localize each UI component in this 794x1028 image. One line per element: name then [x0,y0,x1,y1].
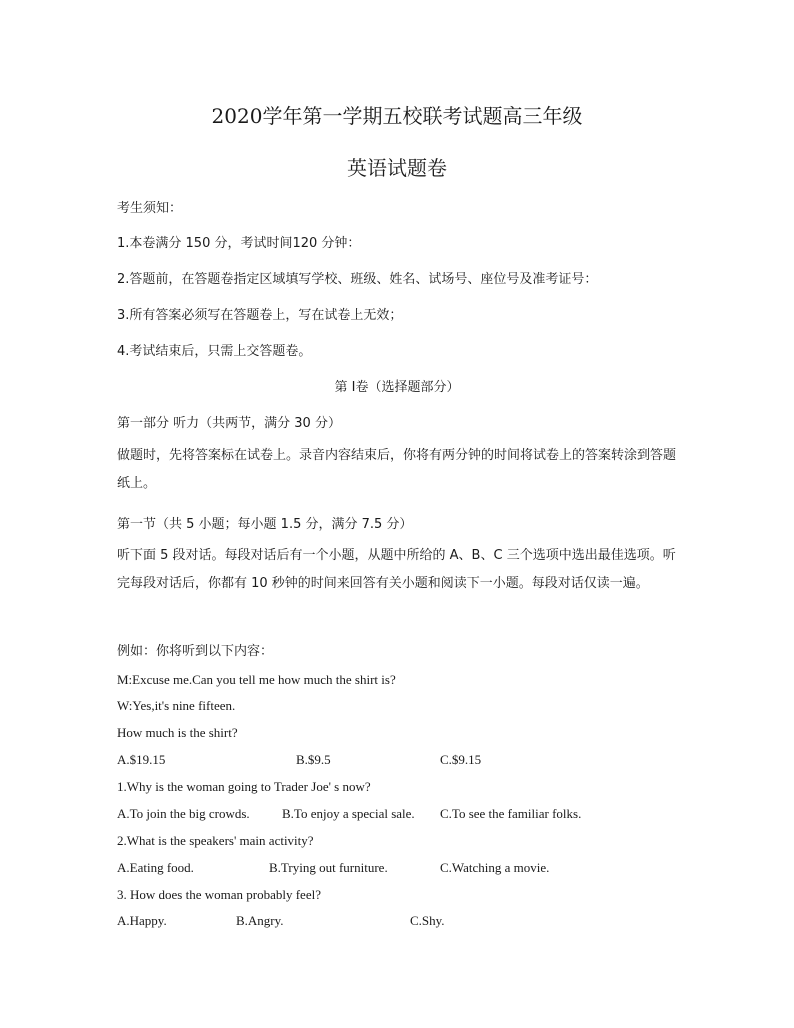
exam-title: 2020学年第一学期五校联考试题高三年级 [211,104,583,128]
question-2-option-a: A.Eating food. [117,860,194,875]
notice-heading: 考生须知： [117,201,183,216]
volume-heading: 第 I卷（选择题部分） [334,380,460,395]
example-question: How much is the shirt? [117,725,238,740]
question-2-stem: 2.What is the speakers' main activity? [117,833,314,848]
question-2-option-c: C.Watching a movie. [440,860,550,875]
example-dialogue-line-1: M:Excuse me.Can you tell me how much the shirt is? [117,672,396,687]
question-2-option-b: B.Trying out furniture. [269,860,388,875]
notice-item-1: 1.本卷满分 150 分，考试时间120 分钟： [117,236,361,251]
part1-instruction: 做题时，先将答案标在试卷上。录音内容结束后，你将有两分钟的时间将试卷上的答案转涂到答题纸上。 [117,448,677,491]
notice-item-4: 4.考试结束后，只需上交答题卷。 [117,344,312,359]
question-1-option-b: B.To enjoy a special sale. [282,806,415,821]
example-option-b: B.$9.5 [296,752,331,767]
notice-item-2: 2.答题前，在答题卷指定区域填写学校、班级、姓名、试场号、座位号及准考证号： [117,272,598,287]
question-3-option-a: A.Happy. [117,913,167,928]
example-option-c: C.$9.15 [440,752,482,767]
question-1-option-a: A.To join the big crowds. [117,806,250,821]
example-label: 例如：你将听到以下内容： [117,644,274,659]
question-1-option-c: C.To see the familiar folks. [440,806,582,821]
notice-item-3: 3.所有答案必须写在答题卷上，写在试卷上无效； [117,308,403,323]
exam-subtitle: 英语试题卷 [347,156,447,180]
question-3-option-c: C.Shy. [410,913,445,928]
question-3-option-b: B.Angry. [236,913,284,928]
example-dialogue-line-2: W:Yes,it's nine fifteen. [117,698,236,713]
section1-instruction: 听下面 5 段对话。每段对话后有一个小题，从题中所给的 A、B、C 三个选项中选出最佳选项。听完每段对话后，你都有 10 秒钟的时间来回答有关小题和阅读下一小题。每段对话仅读一遍。 [117,548,676,591]
question-3-stem: 3. How does the woman probably feel? [117,887,321,902]
section1-heading: 第一节（共 5 小题；每小题 1.5 分，满分 7.5 分） [117,517,413,532]
example-option-a: A.$19.15 [117,752,166,767]
part1-heading: 第一部分 听力（共两节，满分 30 分） [117,416,341,431]
question-1-stem: 1.Why is the woman going to Trader Joe' s now? [117,779,371,794]
